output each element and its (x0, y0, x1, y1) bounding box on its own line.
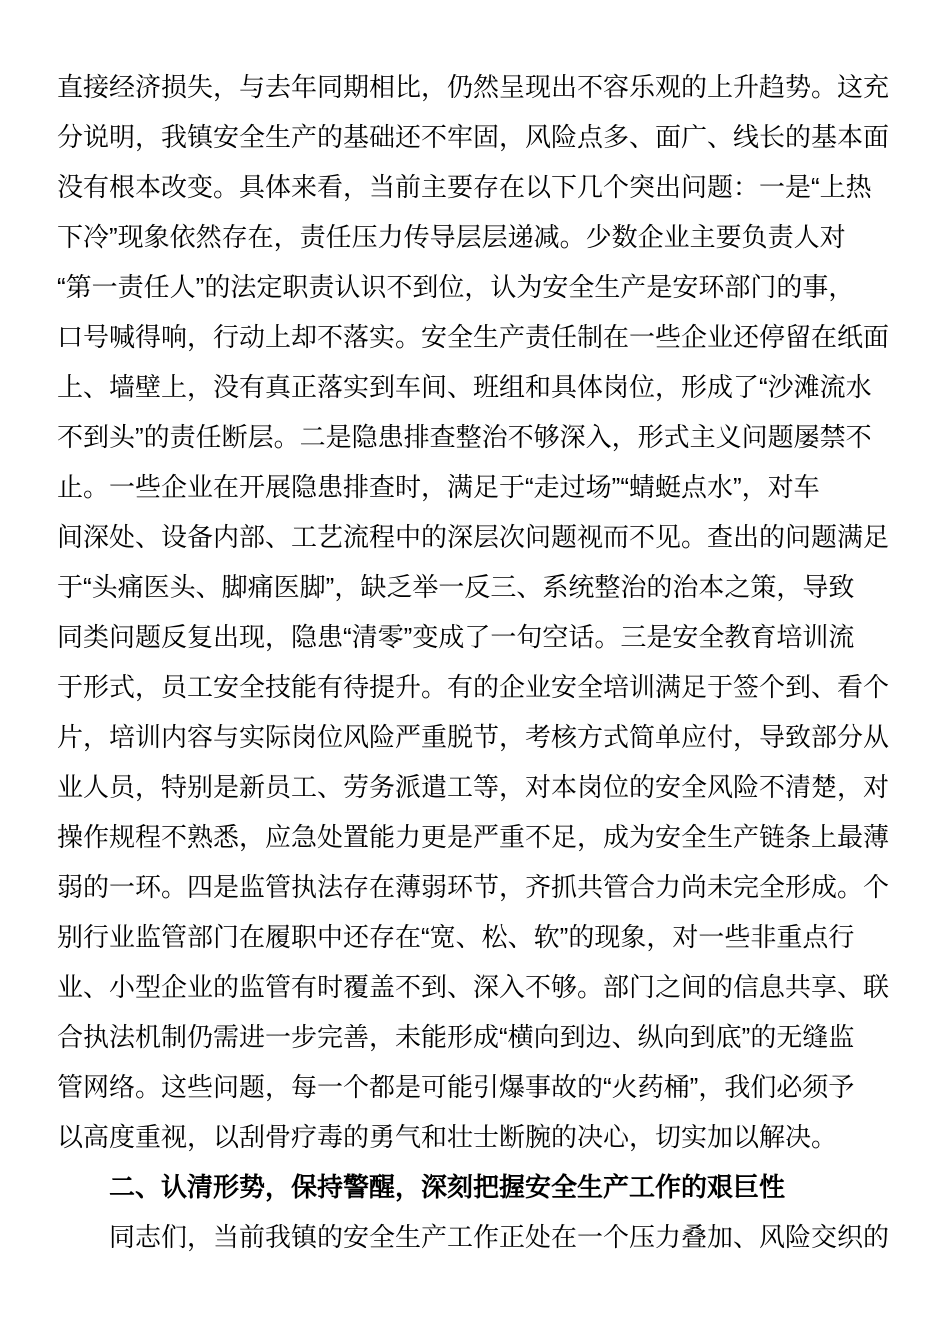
body-text-line: 管网络。这些问题，每一个都是可能引爆事故的“火药桶”，我们必须予 (57, 1072, 855, 1102)
body-text-line: 同类问题反复出现，隐患“清零”变成了一句空话。三是安全教育培训流 (57, 622, 855, 652)
body-text-line: 业、小型企业的监管有时覆盖不到、深入不够。部门之间的信息共享、联 (57, 972, 890, 1002)
body-text-line: 分说明，我镇安全生产的基础还不牢固，风险点多、面广、线长的基本面 (57, 122, 890, 152)
body-text-line: 片，培训内容与实际岗位风险严重脱节，考核方式简单应付，导致部分从 (57, 722, 890, 752)
body-text-line: 弱的一环。四是监管执法存在薄弱环节，齐抓共管合力尚未完全形成。个 (57, 872, 890, 902)
body-text-line: 于形式，员工安全技能有待提升。有的企业安全培训满足于签个到、看个 (57, 672, 890, 702)
body-text-line: 合执法机制仍需进一步完善，未能形成“横向到边、纵向到底”的无缝监 (57, 1022, 855, 1052)
body-text-line: 以高度重视，以刮骨疗毒的勇气和壮士断腕的决心，切实加以解决。 (57, 1122, 838, 1152)
body-text-line: 上、墙壁上，没有真正落实到车间、班组和具体岗位，形成了“沙滩流水 (57, 372, 872, 402)
body-text-line: 别行业监管部门在履职中还存在“宽、松、软”的现象，对一些非重点行 (57, 922, 855, 952)
body-text-line: 操作规程不熟悉，应急处置能力更是严重不足，成为安全生产链条上最薄 (57, 822, 890, 852)
body-text-line: 业人员，特别是新员工、劳务派遣工等，对本岗位的安全风险不清楚，对 (57, 772, 890, 802)
body-text-line: 不到头”的责任断层。二是隐患排查整治不够深入，形式主义问题屡禁不 (57, 422, 872, 452)
body-text-line: 口号喊得响，行动上却不落实。安全生产责任制在一些企业还停留在纸面 (57, 322, 890, 352)
body-text-line: “第一责任人”的法定职责认识不到位，认为安全生产是安环部门的事， (57, 272, 855, 302)
body-text-line: 于“头痛医头、脚痛医脚”，缺乏举一反三、系统整治的治本之策，导致 (57, 572, 855, 602)
section-heading: 二、认清形势，保持警醒，深刻把握安全生产工作的艰巨性 (109, 1172, 786, 1202)
body-text-line: 下冷”现象依然存在，责任压力传导层层递减。少数企业主要负责人对 (57, 222, 846, 252)
body-text-line: 止。一些企业在开展隐患排查时，满足于“走过场”“蜻蜓点水”，对车 (57, 472, 820, 502)
body-text-line: 同志们，当前我镇的安全生产工作正处在一个压力叠加、风险交织的 (109, 1222, 890, 1252)
body-text-line: 间深处、设备内部、工艺流程中的深层次问题视而不见。查出的问题满足 (57, 522, 890, 552)
body-text-line: 没有根本改变。具体来看，当前主要存在以下几个突出问题：一是“上热 (57, 172, 872, 202)
body-text-line: 直接经济损失，与去年同期相比，仍然呈现出不容乐观的上升趋势。这充 (57, 72, 890, 102)
